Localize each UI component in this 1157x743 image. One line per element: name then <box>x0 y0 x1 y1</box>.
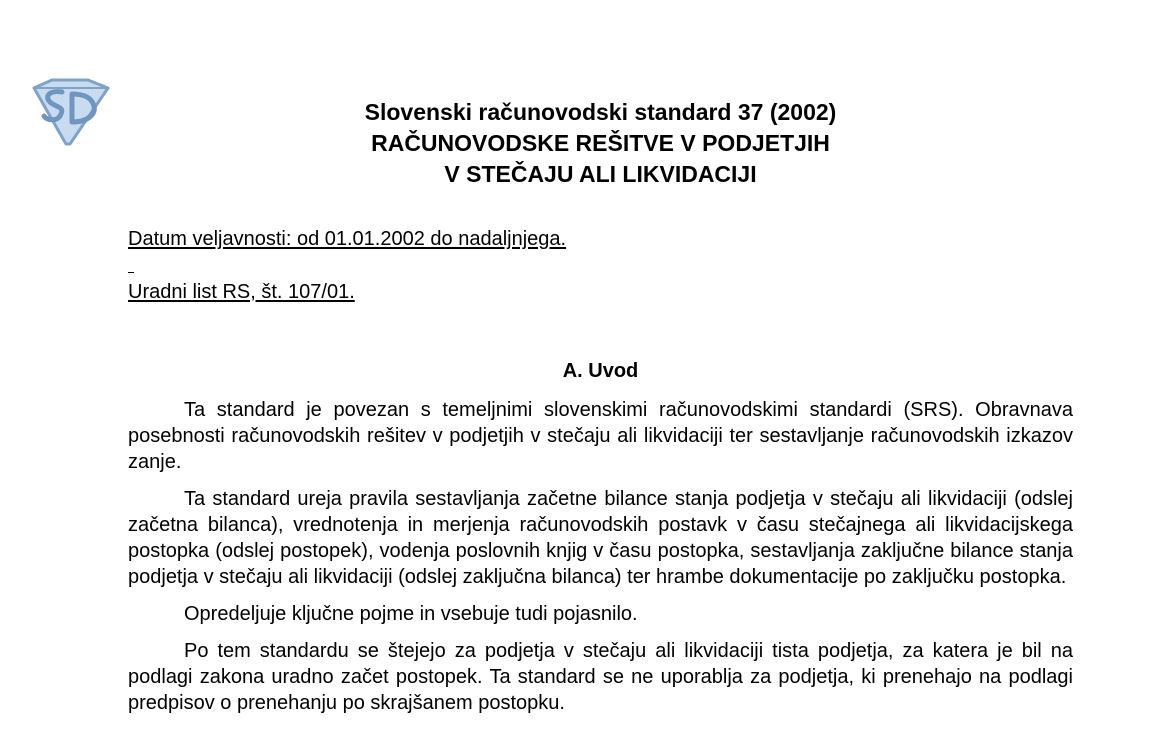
divider-mark <box>128 272 134 273</box>
paragraph-1: Ta standard je povezan s temeljnimi slovenskimi računovodskimi standardi (SRS). Obravnava posebnosti računovodskih rešitev v podjetjih v stečaju ali likvidaciji ter sestavljanje računovodskih izkazov zanje. <box>128 399 1073 473</box>
document-title <box>0 97 1157 190</box>
title-line-2: RAČUNOVODSKE REŠITVE V PODJETJIH <box>371 130 830 156</box>
paragraph-4: Po tem standardu se štejejo za podjetja v stečaju ali likvidaciji tista podjetja, za katera je bil na podlagi zakona uradno začet postopek. Ta standard se ne uporablja za podjetja, ki prenehajo na podlagi predpisov o prenehanju po skrajšanem postopku. <box>128 640 1073 714</box>
title-line-3: V STEČAJU ALI LIKVIDACIJI <box>444 161 757 187</box>
title-line-1: Slovenski računovodski standard 37 (2002) <box>364 99 837 125</box>
paragraph-2: Ta standard ureja pravila sestavljanja začetne bilance stanja podjetja v stečaju ali likvidaciji (odslej začetna bilanca), vrednotenja in merjenja računovodskih postavk v času stečajnega ali likvidacijskega postopka (odslej postopek), vodenja poslovnih knjig v času postopka, sestavljanja zaključne bilance stanja podjetja v stečaju ali likvidaciji (odslej zaključna bilanca) ter hrambe dokumentacije po zaključku postopka. <box>128 488 1073 588</box>
paragraph-3: Opredeljuje ključne pojme in vsebuje tudi pojasnilo. <box>184 603 638 625</box>
validity-date: Datum veljavnosti: od 01.01.2002 do nadaljnjega. <box>128 228 567 250</box>
official-gazette-reference: Uradni list RS, št. 107/01. <box>128 281 355 303</box>
section-heading: A. Uvod <box>562 360 639 382</box>
section-body <box>128 397 1073 727</box>
